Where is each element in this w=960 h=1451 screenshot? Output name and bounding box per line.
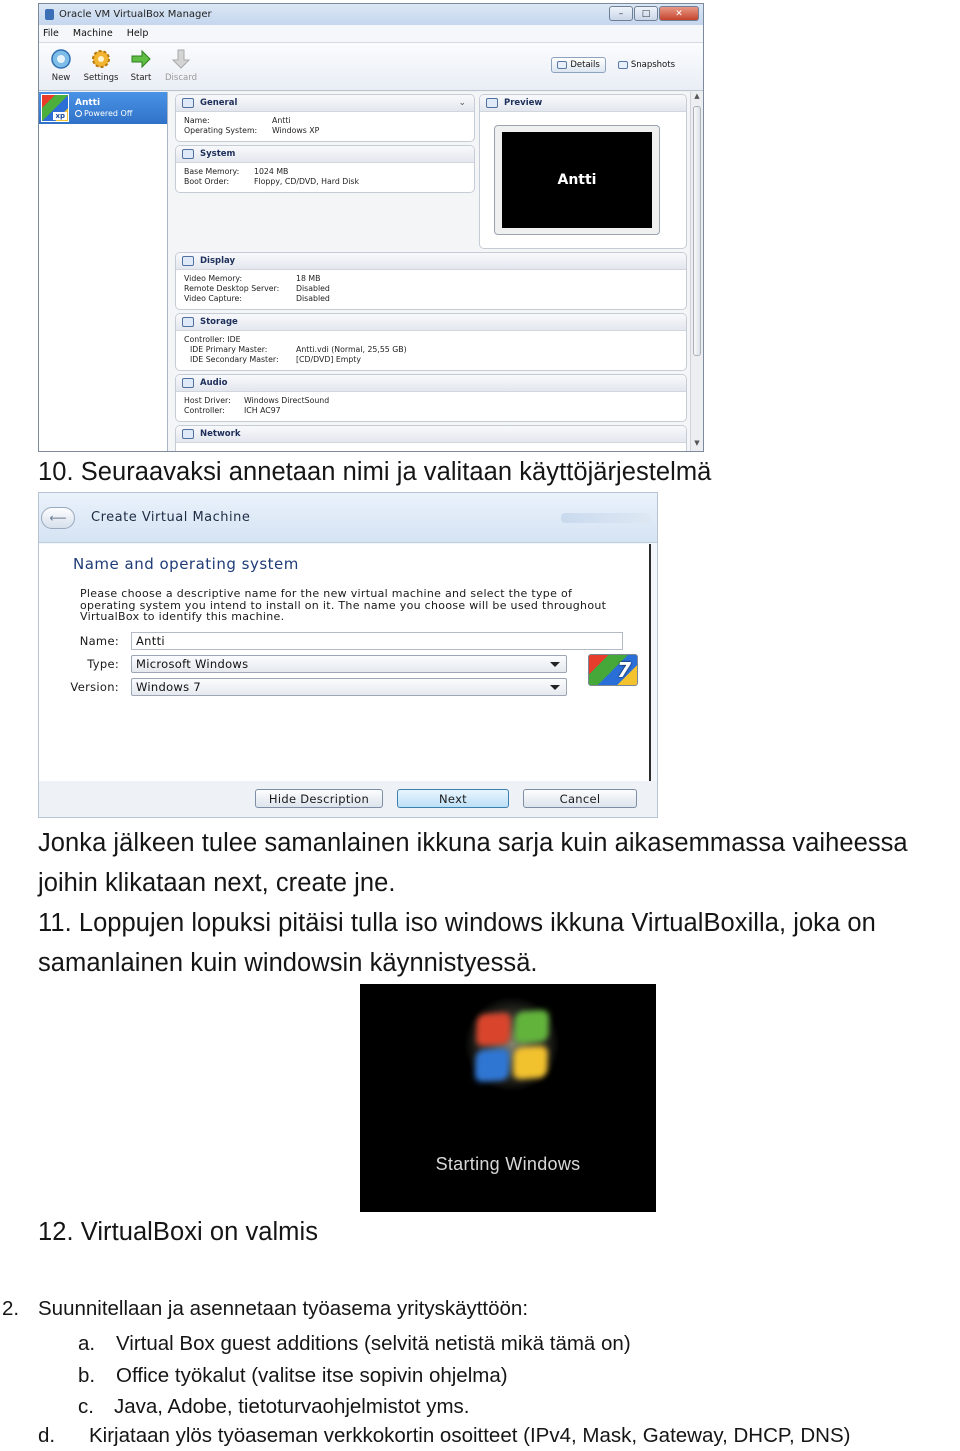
discard-button[interactable] [161, 47, 201, 83]
dropdown-arrow-icon [550, 662, 560, 667]
wizard-title: Create Virtual Machine [91, 510, 251, 525]
os-badge: xp [55, 112, 65, 120]
version-row [39, 678, 567, 696]
general-panel [175, 94, 475, 142]
starting-windows-screenshot [360, 984, 656, 1212]
storage-value: Antti.vdi (Normal, 25,55 GB) [296, 345, 407, 354]
type-select-value: Microsoft Windows [136, 657, 249, 671]
display-value: Disabled [296, 294, 330, 303]
system-value: Floppy, CD/DVD, Hard Disk [254, 177, 360, 186]
name-label: Name: [79, 634, 119, 648]
display-row [184, 294, 678, 304]
system-row [184, 167, 466, 177]
new-icon [49, 47, 73, 71]
windows-7-badge-text: 7 [617, 658, 631, 682]
snapshots-tab-label: Snapshots [630, 60, 675, 70]
step-10-text: 10. Seuraavaksi annetaan nimi ja valitaan käyttöjärjestelmä [38, 458, 712, 486]
network-icon [182, 429, 194, 439]
storage-row [184, 345, 678, 355]
vm-list [39, 92, 168, 451]
type-select[interactable] [131, 655, 567, 673]
display-icon [182, 256, 194, 266]
general-key: Name: [184, 116, 210, 125]
display-body [176, 270, 686, 308]
window-controls [609, 6, 699, 21]
windows-7-icon [588, 654, 638, 686]
display-key: Video Capture: [184, 294, 242, 303]
vbm-titlebar [39, 4, 703, 25]
display-row [184, 284, 678, 294]
start-button[interactable] [121, 47, 161, 83]
virtualbox-app-icon [45, 9, 54, 20]
snapshots-tab[interactable] [612, 57, 681, 73]
start-arrow-icon [129, 47, 153, 71]
menu-help[interactable]: Help [126, 28, 149, 39]
chip-icon [182, 149, 194, 159]
preview-panel [479, 94, 687, 249]
powered-off-icon [75, 110, 82, 117]
storage-value: [CD/DVD] Empty [296, 355, 361, 364]
type-row [39, 655, 567, 673]
list-item: Office työkalut (valitse itse sopivin ohjelma) [116, 1364, 508, 1387]
display-panel [175, 252, 687, 310]
cancel-button[interactable]: Cancel [523, 789, 637, 808]
vm-state [75, 109, 132, 119]
general-title: General [200, 98, 238, 108]
preview-header[interactable] [480, 95, 686, 112]
storage-panel [175, 313, 687, 371]
storage-title: Storage [200, 317, 238, 327]
network-header[interactable] [176, 426, 686, 443]
virtualbox-manager-screenshot [38, 3, 704, 452]
system-title: System [200, 149, 236, 159]
system-key: Base Memory: [184, 167, 240, 176]
system-body [176, 163, 474, 191]
storage-controller: Controller: IDE [184, 335, 241, 344]
discard-arrow-icon [169, 47, 193, 71]
system-row [184, 177, 466, 187]
network-title: Network [200, 429, 241, 439]
display-value: Disabled [296, 284, 330, 293]
details-scrollbar[interactable] [690, 92, 703, 451]
details-tab[interactable] [551, 57, 605, 73]
dropdown-arrow-icon [550, 685, 560, 690]
discard-label: Discard [165, 73, 197, 83]
minimize-button[interactable]: – [609, 6, 633, 21]
wizard-heading: Name and operating system [73, 555, 299, 573]
vbm-menubar [39, 25, 703, 43]
logo-green-pane [514, 1010, 549, 1044]
storage-icon [182, 317, 194, 327]
section-2-text: Suunnitellaan ja asennetaan työasema yrityskäyttöön: [38, 1297, 529, 1320]
start-label: Start [130, 73, 152, 83]
system-value: 1024 MB [254, 167, 289, 176]
audio-row [184, 396, 678, 406]
scroll-down-icon[interactable]: ▼ [694, 439, 700, 447]
vm-list-item[interactable] [39, 92, 167, 124]
display-value: 18 MB [296, 274, 321, 283]
windows-xp-icon [41, 94, 69, 122]
list-marker: d. [38, 1424, 56, 1447]
storage-header[interactable] [176, 314, 686, 331]
logo-blue-pane [475, 1048, 510, 1082]
vm-state-label: Powered Off [84, 108, 133, 118]
details-tab-label: Details [570, 60, 600, 70]
maximize-button[interactable]: □ [634, 6, 658, 21]
general-row [184, 126, 466, 136]
audio-header[interactable] [176, 375, 686, 392]
version-label: Version: [70, 680, 119, 694]
list-marker: c. [78, 1395, 94, 1418]
storage-key: IDE Primary Master: [190, 345, 268, 354]
preview-screen [494, 125, 660, 235]
view-tabs [551, 57, 681, 73]
wizard-header [39, 493, 657, 543]
speaker-icon [182, 378, 194, 388]
type-label: Type: [87, 657, 119, 671]
system-panel [175, 145, 475, 193]
storage-row [184, 355, 678, 365]
audio-panel [175, 374, 687, 422]
section-2-number: 2. [2, 1297, 20, 1320]
name-row [39, 632, 623, 650]
step-11-line-1: 11. Loppujen lopuksi pitäisi tulla iso windows ikkuna VirtualBoxilla, joka on [38, 909, 876, 937]
snapshots-icon [618, 61, 628, 69]
list-item: Java, Adobe, tietoturvaohjelmistot yms. [114, 1395, 470, 1418]
audio-value: ICH AC97 [244, 406, 281, 415]
vbm-window-title: Oracle VM VirtualBox Manager [59, 9, 212, 20]
starting-windows-text: Starting Windows [435, 1154, 581, 1174]
audio-key: Host Driver: [184, 396, 231, 405]
menu-file[interactable]: File [43, 28, 59, 39]
wizard-button-bar [39, 781, 657, 817]
general-icon [182, 98, 194, 108]
back-arrow-icon[interactable]: ⟵ [41, 507, 75, 529]
settings-button[interactable] [81, 47, 121, 83]
menu-machine[interactable]: Machine [72, 28, 113, 39]
display-key: Remote Desktop Server: [184, 284, 280, 293]
monitor-icon [486, 98, 498, 108]
new-button[interactable] [41, 47, 81, 83]
system-key: Boot Order: [184, 177, 230, 186]
vm-name: Antti [75, 97, 101, 108]
logo-red-pane [476, 1012, 511, 1046]
next-button[interactable]: Next [397, 789, 509, 808]
display-row [184, 274, 678, 284]
general-row [184, 116, 466, 126]
paragraph-line-2: joihin klikataan next, create jne. [38, 869, 396, 897]
list-item: Virtual Box guest additions (selvitä netistä mikä tämä on) [116, 1332, 631, 1355]
hide-description-button[interactable]: Hide Description [255, 789, 383, 808]
scroll-up-icon[interactable]: ▲ [694, 92, 700, 100]
vbm-body [39, 92, 703, 451]
storage-body [176, 331, 686, 369]
network-panel [175, 425, 687, 452]
list-marker: b. [78, 1364, 96, 1387]
step-11-line-2: samanlainen kuin windowsin käynnistyessä. [38, 949, 538, 977]
storage-key: IDE Secondary Master: [190, 355, 279, 364]
wizard-page [39, 544, 651, 781]
settings-label: Settings [83, 73, 119, 83]
audio-value: Windows DirectSound [244, 396, 330, 405]
preview-screen-text: Antti [502, 132, 652, 228]
collapse-chevron-icon[interactable]: ⌄ [458, 98, 466, 108]
display-title: Display [200, 256, 236, 266]
vbm-toolbar [39, 43, 703, 91]
step-12-text: 12. VirtualBoxi on valmis [38, 1218, 318, 1246]
list-item: Kirjataan ylös työaseman verkkokortin osoitteet (IPv4, Mask, Gateway, DHCP, DNS) [89, 1424, 851, 1447]
audio-key: Controller: [184, 406, 225, 415]
create-vm-wizard-screenshot [38, 492, 658, 818]
audio-title: Audio [200, 378, 228, 388]
list-marker: a. [78, 1332, 96, 1355]
system-header[interactable] [176, 146, 474, 163]
general-value: Antti [272, 116, 291, 125]
general-body [176, 112, 474, 140]
new-label: New [51, 73, 71, 83]
version-select[interactable] [131, 678, 567, 696]
preview-title: Preview [504, 98, 543, 108]
windows-logo-icon [475, 1010, 550, 1083]
general-value: Windows XP [272, 126, 320, 135]
details-icon [557, 61, 567, 69]
name-input[interactable]: Antti [131, 632, 623, 650]
wizard-description: Please choose a descriptive name for the new virtual machine and select the type of operating system you intend to install on it. The name you choose will be used throughout VirtualBox to identify this machine. [80, 587, 607, 623]
logo-yellow-pane [513, 1045, 548, 1079]
general-header[interactable] [176, 95, 474, 112]
background-window-blur [561, 513, 651, 523]
audio-row [184, 406, 678, 416]
paragraph-line-1: Jonka jälkeen tulee samanlainen ikkuna sarja kuin aikasemmassa vaiheessa [38, 829, 908, 857]
audio-body [176, 392, 686, 420]
general-key: Operating System: [184, 126, 258, 135]
display-header[interactable] [176, 253, 686, 270]
scrollbar-thumb[interactable] [693, 106, 701, 356]
close-button[interactable]: ✕ [659, 6, 699, 21]
details-pane [168, 92, 703, 451]
display-key: Video Memory: [184, 274, 243, 283]
gear-icon [89, 47, 113, 71]
version-select-value: Windows 7 [136, 680, 202, 694]
